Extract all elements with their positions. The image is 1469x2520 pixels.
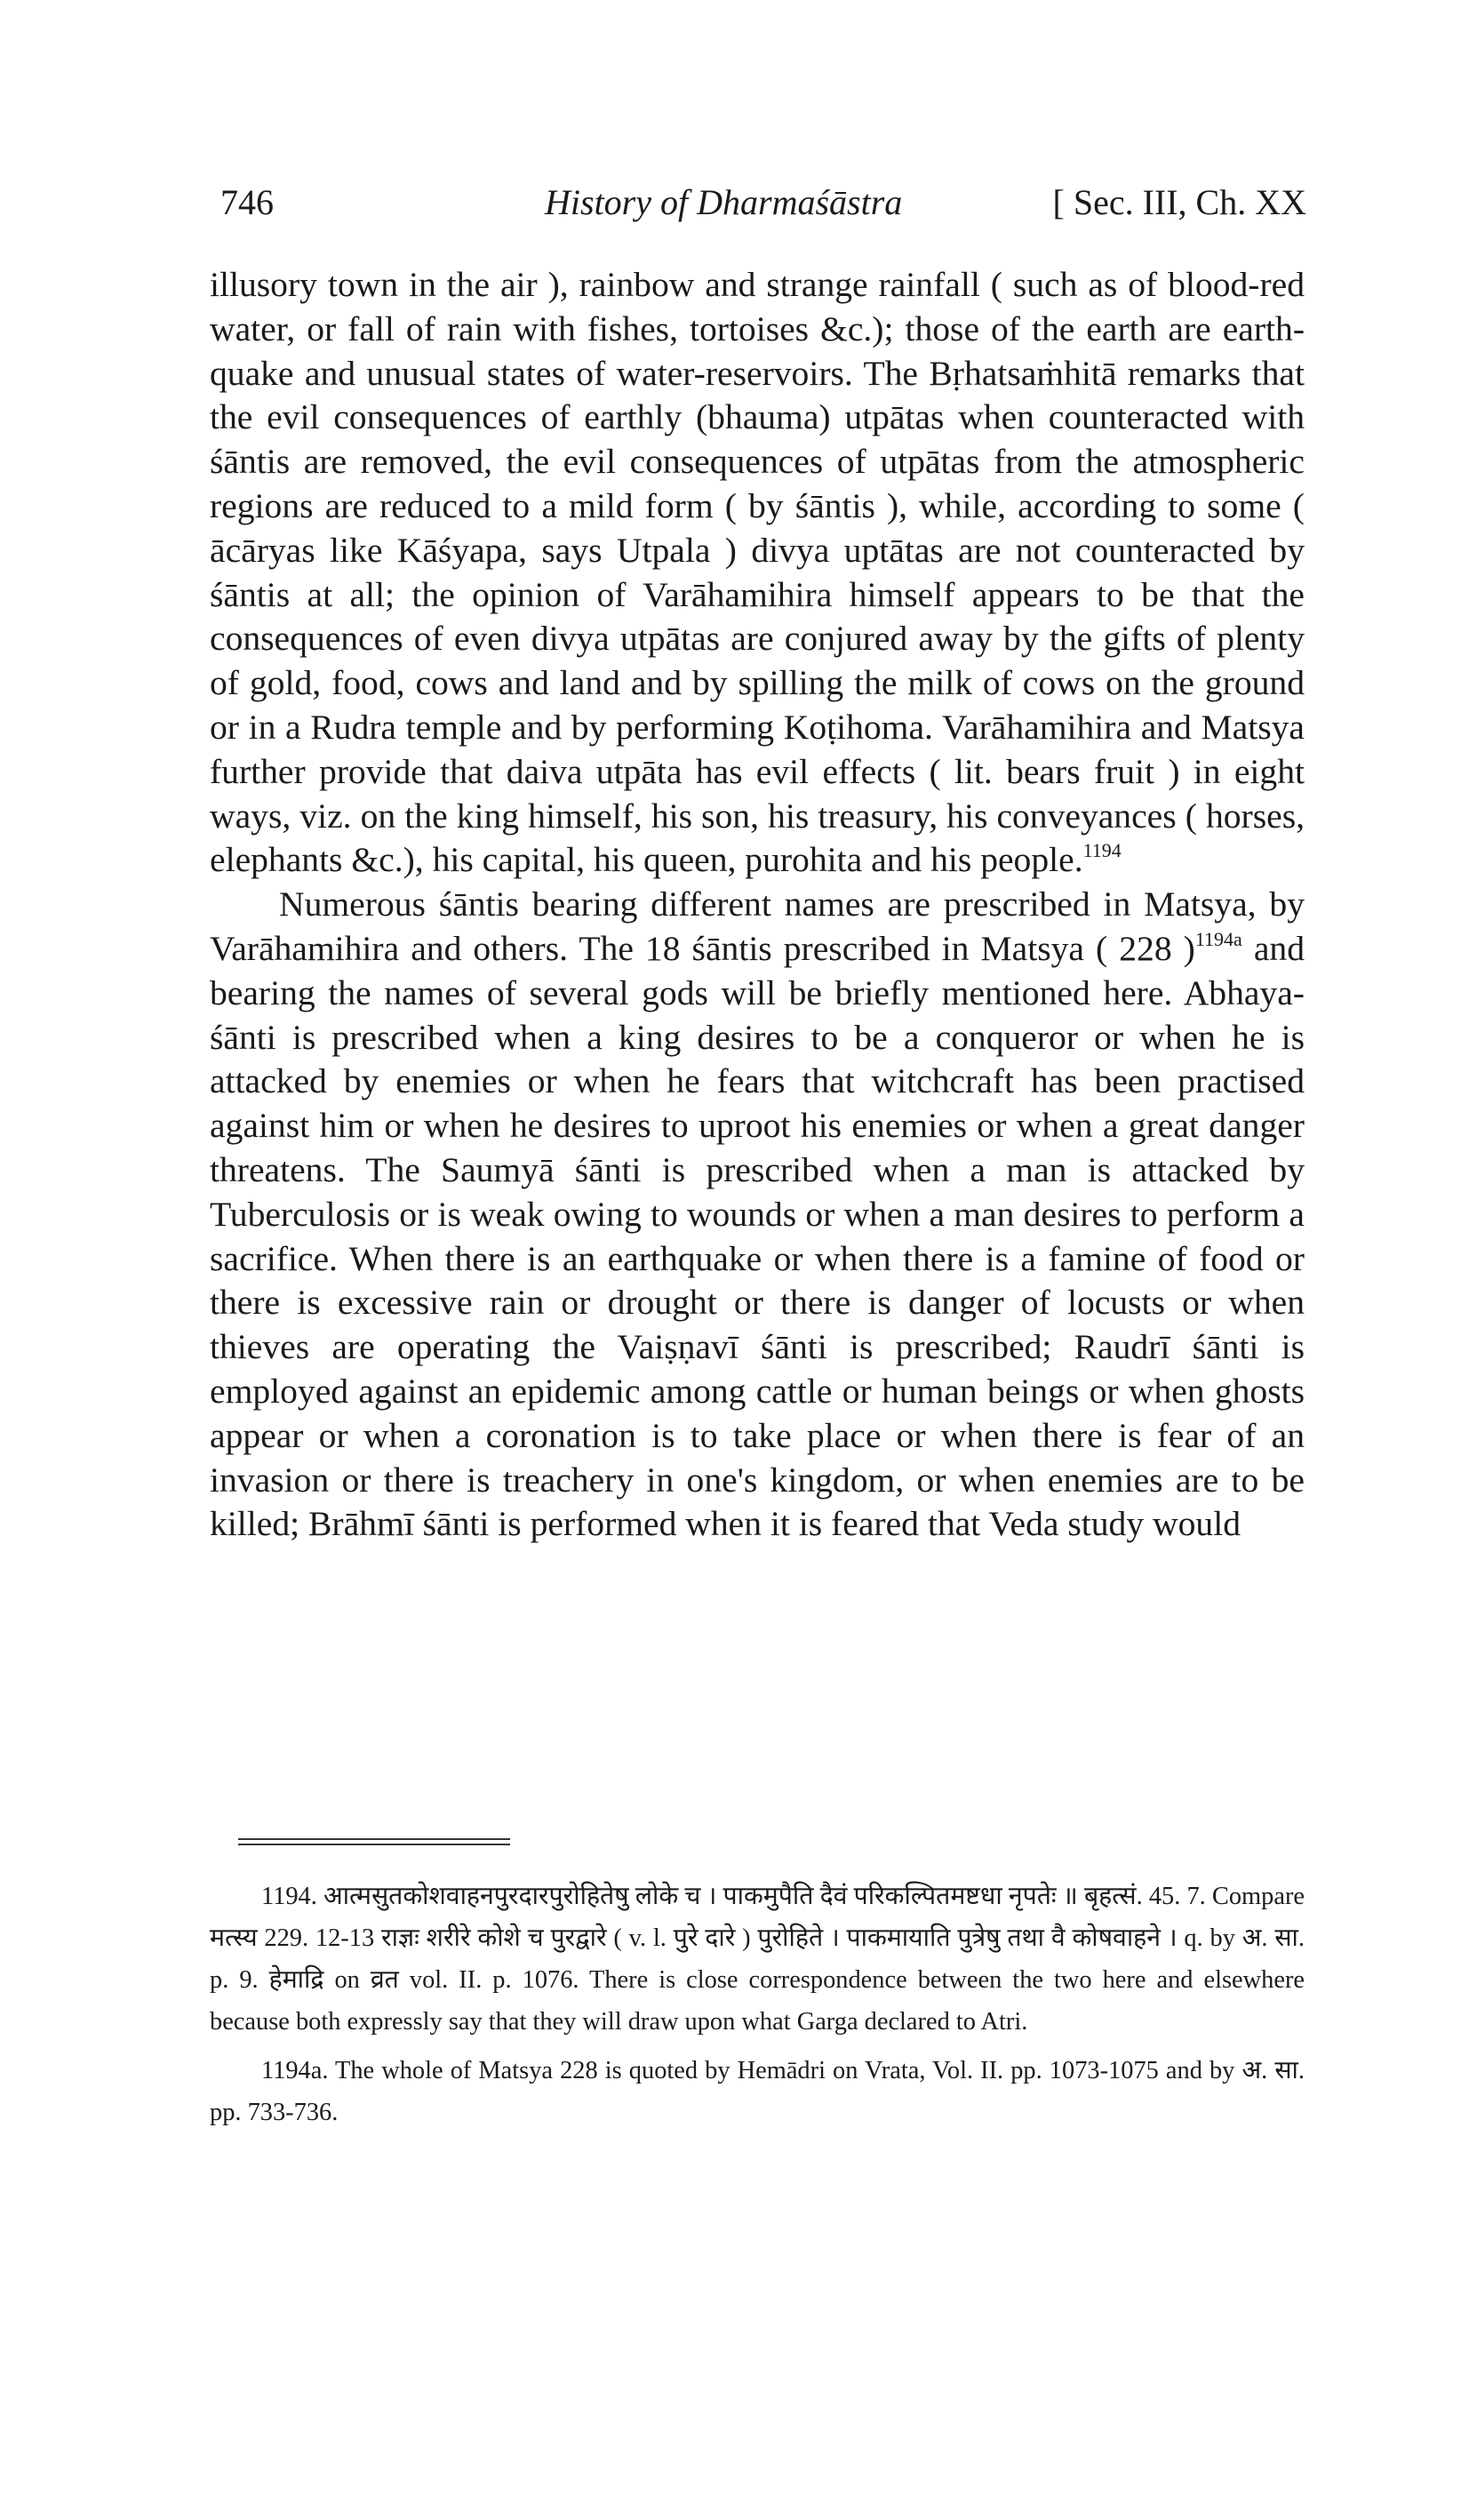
paragraph-1-text: illusory town in the air ), rainbow and strange rainfall ( such as of blood-red water, or fall of rain with fishes, tortoises &c.); those of the earth are earth-quake and unusual states of water-reservoirs. The Bṛhatsaṁhitā remarks that the evil consequences of earthly (bhauma) utpātas when counteracted with śāntis are removed, the evil consequences of utpātas from the atmospheric regions are reduced to a mild form ( by śāntis ), while, according to some ( ācāryas like Kāśyapa, says Utpala ) divya uptātas are not counteracted by śāntis at all; the opinion of Varāhamihira himself appears to be that the consequences of even divya utpātas are conjured away by the gifts of plenty of gold, food, cows and land and by spilling the milk of cows on the ground or in a Rudra temple and by performing Koṭihoma. Varāhamihira and Matsya further provide that daiva utpāta has evil effects ( lit. bears fruit ) in eight ways, viz. on the king himself, his son, his treasury, his conveyances ( horses, elephants &c.), his capital, his queen, purohita and his people. — [210, 265, 1305, 880]
paragraph-2-text-a: Numerous śāntis bearing different names are prescribed in Matsya, by Varāhamihira and others. The 18 śāntis prescribed in Matsya ( 228 ) — [210, 884, 1305, 968]
running-title: History of Dharmaśāstra — [545, 182, 903, 222]
section-reference: [ Sec. III, Ch. XX — [1052, 182, 1306, 222]
page-number: 746 — [220, 182, 274, 222]
footnote-1194a: 1194a. The whole of Matsya 228 is quoted by Hemādri on Vrata, Vol. II. pp. 1073-1075 and by अ. सा. pp. 733-736. — [210, 2057, 1305, 2126]
paragraph-2 — [210, 883, 1305, 1547]
footnote-ref-1194a: 1194a — [1194, 927, 1242, 950]
page-header — [220, 176, 1306, 229]
footnotes — [210, 1876, 1305, 2133]
main-text — [210, 263, 1305, 1547]
footnote-ref-1194: 1194 — [1082, 839, 1122, 862]
paragraph-2-text-b: and bearing the names of several gods will be briefly mentioned here. Abhaya-śānti is prescribed when a king desires to be a conqueror or when he is attacked by enemies or when he fears that witchcraft has been practised against him or when he desires to uproot his enemies or when a great danger threatens. The Saumyā śānti is prescribed when a man is attacked by Tuberculosis or is weak owing to wounds or when a man desires to perform a sacrifice. When there is an earthquake or when there is a famine of food or there is excessive rain or drought or there is danger of locusts or when thieves are operating the Vaiṣṇavī śānti is prescribed; Raudrī śānti is employed against an epidemic among cattle or human beings or when ghosts appear or when a coronation is to take place or when there is fear of an invasion or there is treachery in one's kingdom, or when enemies are to be killed; Brāhmī śānti is performed when it is feared that Veda study would — [210, 928, 1305, 1544]
footnote-divider — [238, 1838, 510, 1845]
footnote-1194: 1194. आत्मसुतकोशवाहनपुरदारपुरोहितेषु लोके च । पाकमुपैति दैवं परिकल्पितमष्टधा नृपतेः ॥ बृहत्सं. 45. 7. Compare मत्स्य 229. 12-13 राज्ञः शरीरे कोशे च पुरद्वारे ( v. l. पुरे दारे ) पुरोहिते । पाकमायाति पुत्रेषु तथा वै कोषवाहने । q. by अ. सा. p. 9. हेमाद्रि on व्रत vol. II. p. 1076. There is close correspondence between the two here and elsewhere because both expressly say that they will draw upon what Garga declared to Atri. — [210, 1883, 1305, 2036]
paragraph-1 — [210, 263, 1305, 883]
